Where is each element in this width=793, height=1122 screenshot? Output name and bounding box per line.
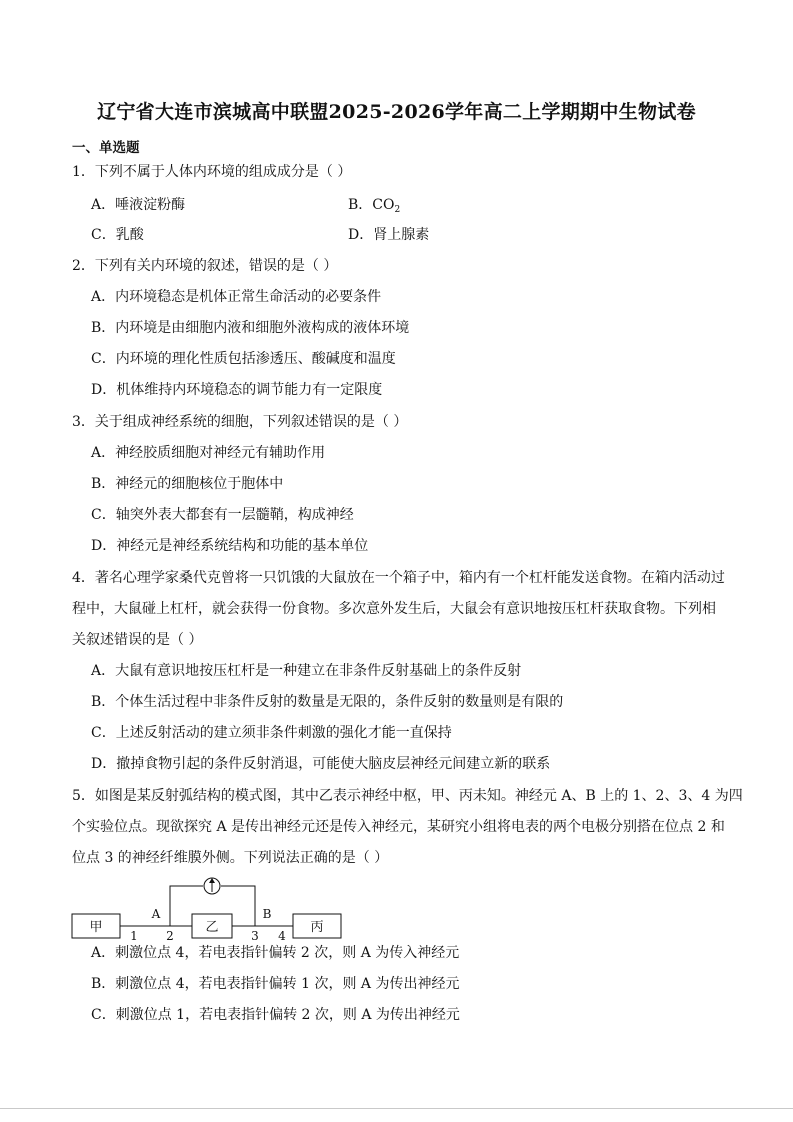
question-3-option-c: C．轴突外表大都套有一层髓鞘，构成神经 — [91, 507, 354, 523]
question-3-option-d: D．神经元是神经系统结构和功能的基本单位 — [91, 538, 369, 554]
subscript: 2 — [394, 205, 401, 215]
question-4-option-d: D．撤掉食物引起的条件反射消退，可能使大脑皮层神经元间建立新的联系 — [91, 756, 551, 772]
question-1-option-d: D．肾上腺素 — [348, 227, 430, 243]
question-4-option-a: A．大鼠有意识地按压杠杆是一种建立在非条件反射基础上的条件反射 — [91, 663, 522, 679]
question-5-option-b: B．刺激位点 4，若电表指针偏转 1 次，则 A 为传出神经元 — [91, 976, 460, 992]
question-3-option-b: B．神经元的细胞核位于胞体中 — [91, 476, 284, 492]
electrode-wire-right — [221, 886, 255, 926]
question-3-stem: 3．关于组成神经系统的细胞，下列叙述错误的是（ ） — [72, 414, 408, 430]
question-4-stem-line-1: 4．著名心理学家桑代克曾将一只饥饿的大鼠放在一个箱子中，箱内有一个杠杆能发送食物。在箱内活动过 — [72, 570, 725, 586]
label-neuron-a: A — [151, 907, 161, 921]
question-5-stem-line-3: 位点 3 的神经纤维膜外侧。下列说法正确的是（ ） — [72, 850, 389, 866]
question-4-stem-line-2: 程中，大鼠碰上杠杆，就会获得一份食物。多次意外发生后，大鼠会有意识地按压杠杆获取食物。下列相 — [72, 601, 716, 617]
question-1-option-b — [348, 195, 400, 217]
question-1-stem: 1．下列不属于人体内环境的组成成分是（ ） — [72, 164, 352, 180]
label-jia: 甲 — [89, 920, 103, 935]
label-point-3: 3 — [251, 929, 259, 943]
label-point-1: 1 — [130, 929, 138, 943]
question-5-option-c: C．刺激位点 1，若电表指针偏转 2 次，则 A 为传出神经元 — [91, 1007, 460, 1023]
question-2-option-a: A．内环境稳态是机体正常生命活动的必要条件 — [91, 289, 382, 305]
question-1-option-c: C．乳酸 — [91, 227, 144, 243]
question-2-option-c: C．内环境的理化性质包括渗透压、酸碱度和温度 — [91, 351, 396, 367]
reflex-arc-diagram — [70, 872, 370, 944]
question-5-stem-line-2: 个实验位点。现欲探究 A 是传出神经元还是传入神经元，某研究小组将电表的两个电极分别搭在位点 2 和 — [72, 819, 725, 835]
label-point-4: 4 — [278, 929, 286, 943]
label-point-2: 2 — [166, 929, 174, 943]
question-2-option-d: D．机体维持内环境稳态的调节能力有一定限度 — [91, 382, 383, 398]
question-1-option-a: A．唾液淀粉酶 — [91, 197, 186, 213]
exam-title: 辽宁省大连市滨城高中联盟2025-2026学年高二上学期期中生物试卷 — [97, 101, 696, 123]
question-5-option-a: A．刺激位点 4，若电表指针偏转 2 次，则 A 为传入神经元 — [91, 945, 460, 961]
question-4-stem-line-3: 关叙述错误的是（ ） — [72, 632, 203, 648]
question-2-stem: 2．下列有关内环境的叙述，错误的是（ ） — [72, 258, 338, 274]
question-4-option-c: C．上述反射活动的建立须非条件刺激的强化才能一直保持 — [91, 725, 452, 741]
electrode-wire-left — [170, 886, 203, 926]
label-yi: 乙 — [205, 920, 219, 935]
question-2-option-b: B．内环境是由细胞内液和细胞外液构成的液体环境 — [91, 320, 410, 336]
question-3-option-a: A．神经胶质细胞对神经元有辅助作用 — [91, 445, 326, 461]
label-bing: 丙 — [310, 920, 324, 935]
section-heading: 一、单选题 — [72, 140, 140, 156]
question-5-stem-line-1: 5．如图是某反射弧结构的模式图，其中乙表示神经中枢，甲、丙未知。神经元 A、B 上的 1、2、3、4 为四 — [72, 788, 743, 804]
page-bottom-divider — [0, 1108, 793, 1109]
label-neuron-b: B — [262, 907, 272, 921]
option-b-text: B．CO — [348, 197, 395, 213]
question-4-option-b: B．个体生活过程中非条件反射的数量是无限的，条件反射的数量则是有限的 — [91, 694, 564, 710]
